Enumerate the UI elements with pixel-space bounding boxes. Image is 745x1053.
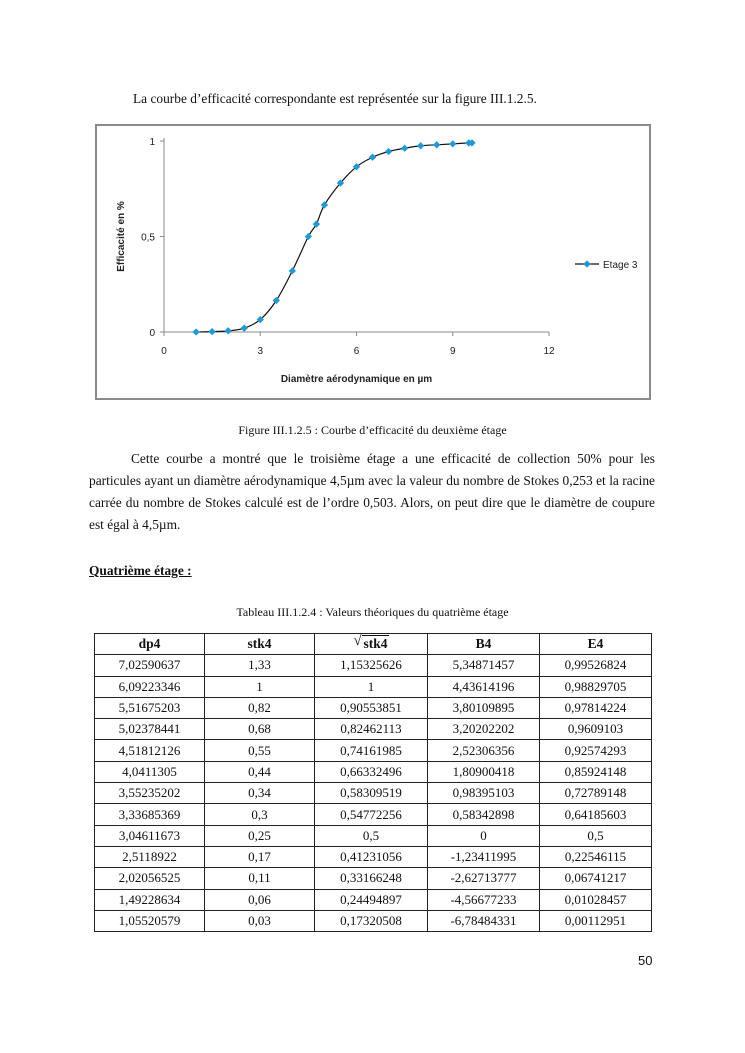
table-cell: 7,02590637	[95, 655, 205, 676]
table-cell: 0,44	[205, 761, 315, 782]
table-cell: 6,09223346	[95, 676, 205, 697]
table-cell: 0,68	[205, 719, 315, 740]
table-cell: 0,98395103	[428, 783, 540, 804]
table-cell: 4,43614196	[428, 676, 540, 697]
y-tick-label: 0	[149, 328, 155, 339]
table-cell: 0,97814224	[540, 697, 652, 718]
table-row	[95, 825, 652, 846]
page-number: 50	[638, 953, 653, 968]
values-table	[94, 633, 652, 932]
data-point	[313, 220, 320, 227]
header-stk4: stk4	[205, 634, 315, 655]
legend-marker	[583, 260, 590, 267]
table-cell: -4,56677233	[428, 889, 540, 910]
table-cell: 2,02056525	[95, 868, 205, 889]
data-point	[417, 142, 424, 149]
table-cell: 0,24494897	[315, 889, 428, 910]
x-tick-label: 3	[257, 346, 264, 357]
data-point	[385, 148, 392, 155]
table-cell: 0,5	[540, 825, 652, 846]
table-cell: 1,33	[205, 655, 315, 676]
data-point	[305, 233, 312, 240]
table-cell: 0	[428, 825, 540, 846]
table-cell: 0,85924148	[540, 761, 652, 782]
data-point	[192, 328, 199, 335]
data-point	[401, 145, 408, 152]
table-row	[95, 740, 652, 761]
table-cell: 1	[205, 676, 315, 697]
table-cell: 0,00112951	[540, 910, 652, 931]
table-cell: 0,17	[205, 846, 315, 867]
body-paragraph	[89, 448, 655, 536]
section-title: Quatrième étage :	[89, 563, 192, 578]
table-cell: 3,80109895	[428, 697, 540, 718]
y-tick-label: 1	[149, 137, 155, 148]
table-cell: 0,82	[205, 697, 315, 718]
table-cell: 0,58309519	[315, 783, 428, 804]
table-cell: 0,9609103	[540, 719, 652, 740]
table-cell: 2,5118922	[95, 846, 205, 867]
sqrt-symbol: √	[353, 633, 362, 650]
header-dp4: dp4	[95, 634, 205, 655]
table-cell: 0,22546115	[540, 846, 652, 867]
table-cell: 0,74161985	[315, 740, 428, 761]
table-row	[95, 676, 652, 697]
table-caption: Tableau III.1.2.4 : Valeurs théoriques du quatrième étage	[236, 605, 509, 619]
table-cell: 0,90553851	[315, 697, 428, 718]
table-cell: 0,66332496	[315, 761, 428, 782]
table-cell: 0,33166248	[315, 868, 428, 889]
table-cell: 2,52306356	[428, 740, 540, 761]
series-line	[196, 143, 472, 332]
chart-canvas	[97, 126, 649, 398]
table-cell: 0,58342898	[428, 804, 540, 825]
table-row	[95, 910, 652, 931]
header-sqrt-stk4	[315, 634, 428, 655]
x-tick-label: 12	[543, 346, 555, 357]
x-axis-title: Diamètre aérodynamique en µm	[280, 374, 433, 385]
table-body	[95, 655, 652, 932]
table-cell: 0,17320508	[315, 910, 428, 931]
table-cell: 1,05520579	[95, 910, 205, 931]
table-cell: 3,55235202	[95, 783, 205, 804]
table-row	[95, 655, 652, 676]
table-cell: 3,20202202	[428, 719, 540, 740]
data-point	[289, 267, 296, 274]
table-cell: 0,06741217	[540, 868, 652, 889]
table-row	[95, 719, 652, 740]
table-header-row	[95, 634, 652, 655]
legend-label: Etage 3	[603, 260, 638, 271]
table-cell: 0,64185603	[540, 804, 652, 825]
table-cell: 5,02378441	[95, 719, 205, 740]
table-row	[95, 761, 652, 782]
x-tick-label: 6	[353, 346, 360, 357]
table-cell: 3,33685369	[95, 804, 205, 825]
table-row	[95, 846, 652, 867]
table-cell: 0,03	[205, 910, 315, 931]
table-cell: 0,01028457	[540, 889, 652, 910]
table-cell: 1,80900418	[428, 761, 540, 782]
table-cell: 0,34	[205, 783, 315, 804]
table-cell: 0,06	[205, 889, 315, 910]
data-point	[208, 328, 215, 335]
header-sqrt-stk4-label: stk4	[363, 636, 388, 652]
table-cell: 1,15325626	[315, 655, 428, 676]
table-cell: -1,23411995	[428, 846, 540, 867]
table-cell: 4,0411305	[95, 761, 205, 782]
table-cell: 5,34871457	[428, 655, 540, 676]
table-row	[95, 783, 652, 804]
table-cell: 1	[315, 676, 428, 697]
data-point	[369, 154, 376, 161]
table-cell: 0,25	[205, 825, 315, 846]
table-cell: -6,78484331	[428, 910, 540, 931]
header-e4: E4	[540, 634, 652, 655]
table-cell: 5,51675203	[95, 697, 205, 718]
table-row	[95, 868, 652, 889]
table-cell: 3,04611673	[95, 825, 205, 846]
data-point	[449, 140, 456, 147]
y-tick-label: 0,5	[141, 232, 155, 244]
table-cell: 0,72789148	[540, 783, 652, 804]
table-cell: 4,51812126	[95, 740, 205, 761]
intro-text: La courbe d’efficacité correspondante est représentée sur la figure III.1.2.5.	[133, 91, 537, 106]
table-cell: 0,55	[205, 740, 315, 761]
data-point	[273, 297, 280, 304]
x-tick-label: 9	[449, 346, 456, 357]
data-point	[224, 327, 231, 334]
table-cell: 0,98829705	[540, 676, 652, 697]
data-point	[321, 201, 328, 208]
table-cell: 0,99526824	[540, 655, 652, 676]
table-cell: 0,5	[315, 825, 428, 846]
table-row	[95, 804, 652, 825]
data-point	[241, 325, 248, 332]
table-cell: -2,62713777	[428, 868, 540, 889]
table-row	[95, 889, 652, 910]
table-cell: 0,11	[205, 868, 315, 889]
table-cell: 0,54772256	[315, 804, 428, 825]
body-paragraph-text: Cette courbe a montré que le troisième étage a une efficacité de collection 50% pour les particules ayant un diamètre aérodynamique 4,5µm avec la valeur du nombre de Stokes 0,253 et la racine carrée du nombre de Stokes calculé est de l’ordre 0,503. Alors, on peut dire que le diamètre de coupure est égal à 4,5µm.	[89, 451, 655, 532]
figure-caption: Figure III.1.2.5 : Courbe d’efficacité du deuxième étage	[238, 423, 507, 437]
efficiency-chart	[95, 124, 651, 400]
x-tick-label: 0	[161, 346, 167, 357]
table-cell: 1,49228634	[95, 889, 205, 910]
y-axis-title: Efficacité en %	[116, 201, 127, 272]
table-cell: 0,92574293	[540, 740, 652, 761]
table-cell: 0,3	[205, 804, 315, 825]
table-row	[95, 697, 652, 718]
table-cell: 0,41231056	[315, 846, 428, 867]
header-b4: B4	[428, 634, 540, 655]
table-cell: 0,82462113	[315, 719, 428, 740]
data-point	[433, 141, 440, 148]
